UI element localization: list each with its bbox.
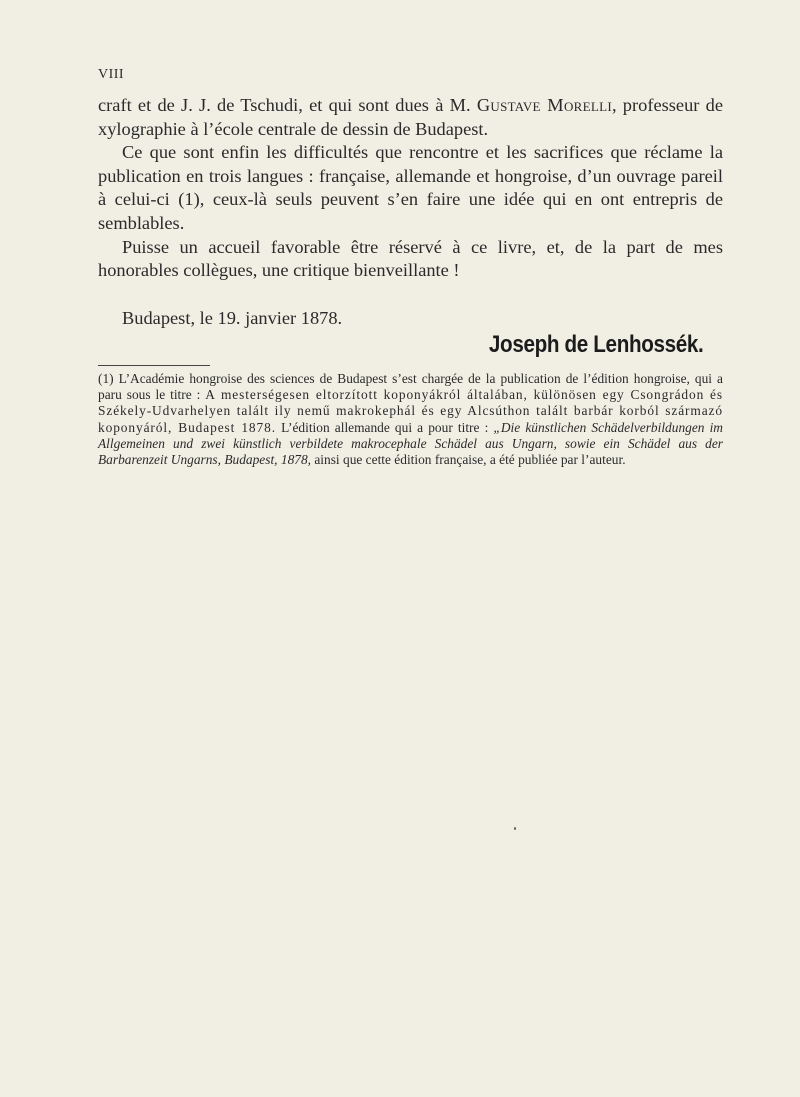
page-number: VIII bbox=[98, 67, 125, 82]
paragraph-1 bbox=[98, 94, 723, 141]
person-name: Gustave Morelli bbox=[476, 95, 612, 115]
date-line: Budapest, le 19. janvier 1878. bbox=[122, 308, 343, 328]
footnote bbox=[98, 371, 723, 468]
signature: Joseph de Lenhossék. bbox=[488, 331, 703, 358]
footnote-end: ainsi que cette édition française, a été publiée par l’auteur. bbox=[311, 452, 626, 468]
footnote-middle: L’édition allemande qui a pour titre : bbox=[275, 419, 494, 435]
paragraph-2: Ce que sont enfin les difficultés que rencontre et les sacrifices que réclame la publication en trois langues : française, allemande et hongroise, d’un ouvrage pareil à celui-ci (1), ceux-là seuls peuvent s’en faire une idée qui en ont entrepris de semblables. bbox=[98, 142, 723, 233]
footnote-intro: (1) L’Académie hongroise des sciences de Budapest s’est chargée de la publication de l’édition hongroise, qui a paru sous le titre : bbox=[98, 371, 723, 403]
footnote-divider bbox=[98, 365, 210, 366]
hungarian-title: A mesterségesen eltorzított koponyákról általában, különösen egy Csongrádon és Székely-Udvarhelyen talált ily nemű makrokephál és egy Alcsúthon talált barbár korból származó koponyáról, Budapest 1878. bbox=[98, 387, 724, 435]
paragraph-3: Puisse un accueil favorable être réservé à ce livre, et, de la part de mes honorables collègues, une critique bienveillante ! bbox=[98, 236, 723, 281]
german-title: „Die künstlichen Schädelverbildungen im Allgemeinen und zwei künstlich verbildete makrocephale Schädel aus Ungarn, sowie ein Schädel aus der Barbarenzeit Ungarns, Budapest, 1878, bbox=[98, 419, 723, 468]
ink-speck bbox=[514, 827, 516, 830]
paragraph-1-end: , professeur de xylographie à l’école centrale de dessin de Budapest. bbox=[98, 95, 724, 139]
body-text bbox=[98, 94, 723, 283]
paragraph-1-start: craft et de J. J. de Tschudi, et qui sont dues à M. bbox=[98, 95, 477, 115]
